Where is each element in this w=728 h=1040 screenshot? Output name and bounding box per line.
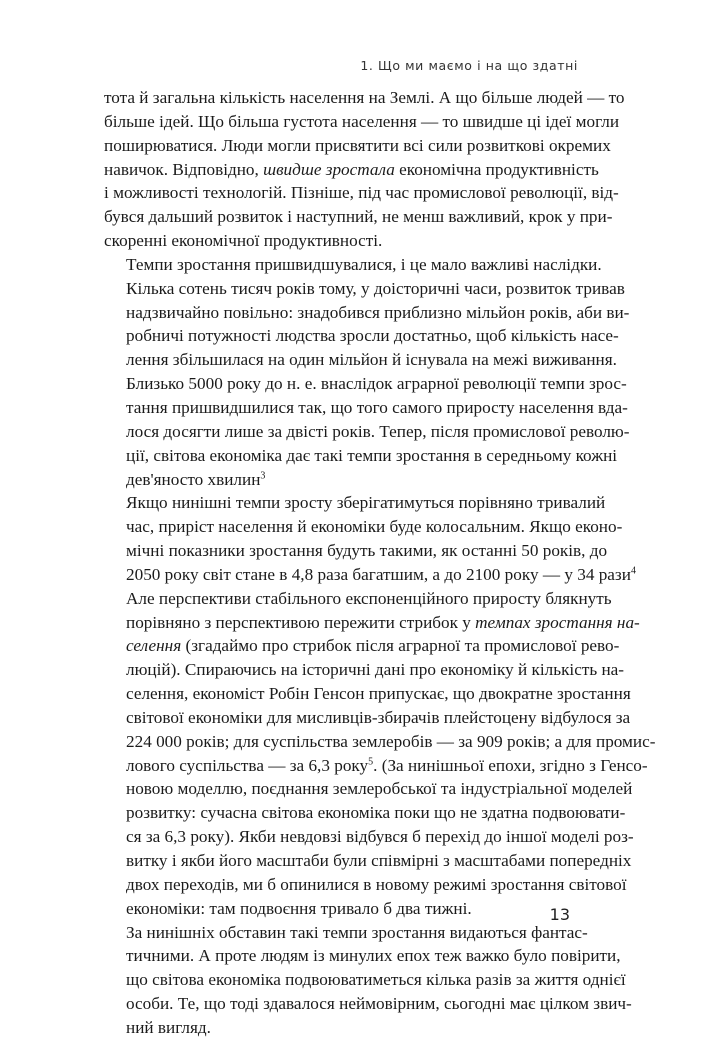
text-line: лося досягти лише за двісті років. Тепер, після промислової револю-: [126, 421, 630, 441]
text-line: Близько 5000 року до н. е. внаслідок аграрної революції темпи зрос-: [126, 374, 627, 394]
text-line: селення, економіст Робін Генсон припускає, що двократне зростання: [126, 684, 631, 704]
text-line: новою моделлю, поєднання землеробської та індустріальної моделей: [126, 779, 633, 799]
paragraph: [104, 921, 632, 1040]
footnote-ref: 4: [630, 565, 636, 577]
page-number: 13: [549, 905, 570, 924]
text-line: ся за 6,3 року). Якби невдовзі відбувся б перехід до іншої моделі роз-: [126, 827, 634, 847]
text-line: 2050 року світ стане в 4,8 раза багатшим, а до 2100 року — у 34 рази$^4$: [126, 564, 636, 584]
running-header: 1. Що ми маємо і на що здатні: [360, 58, 578, 73]
text-line: Кілька сотень тисяч років тому, у доісторичні часи, розвиток тривав: [126, 278, 625, 298]
text-line: скоренні економічної продуктивності.: [104, 231, 383, 251]
paragraph: [104, 86, 625, 253]
paragraph: [104, 253, 630, 491]
paragraph: [104, 587, 656, 921]
text-line: особи. Те, що тоді здавалося неймовірним, сьогодні має цілком звич-: [126, 994, 632, 1014]
text-line: навичок. Відповідно, швидше зростала економічна продуктивність: [104, 159, 599, 179]
text-line: витку і якби його масштаби були співмірні з масштабами попередніх: [126, 851, 632, 870]
text-line: бувся дальший розвиток і наступний, не менш важливий, крок у при-: [104, 207, 613, 227]
text-line: час, приріст населення й економіки буде колосальним. Якщо еконо-: [126, 517, 623, 537]
text-line: селення (згадаймо про стрибок після аграрної та промислової рево-: [126, 636, 620, 656]
text-line: 224 000 років; для суспільства землеробів — за 909 років; а для промис-: [126, 731, 656, 751]
text-line: Якщо нинішні темпи зросту зберігатимуться порівняно тривалий: [126, 493, 606, 513]
text-line: За нинішніх обставин такі темпи зростання видаються фантас-: [126, 922, 588, 942]
text-line: Темпи зростання пришвидшувалися, і це мало важливі наслідки.: [126, 254, 602, 274]
text-line: ний вигляд.: [126, 1017, 211, 1037]
text-line: двох переходів, ми б опинилися в новому режимі зростання світової: [126, 874, 627, 894]
paragraph: [104, 491, 636, 586]
text-line: економіки: там подвоєння тривало б два тижні.: [126, 898, 472, 918]
text-line: робничі потужності людства зросли достатньо, щоб кількість насе-: [126, 326, 619, 346]
body-text: [104, 86, 656, 1040]
text-line: і можливості технологій. Пізніше, під час промислової революції, від-: [104, 183, 619, 203]
text-line: що світова економіка подвоюватиметься кілька разів за життя однієї: [126, 970, 626, 990]
footnote-ref: 3: [260, 469, 266, 481]
text-line: тання пришвидшилися так, що того самого приросту населення вда-: [126, 397, 628, 417]
text-line: надзвичайно повільно: знадобився приблизно мільйон років, аби ви-: [126, 302, 630, 322]
text-line: Але перспективи стабільного експоненційного приросту блякнуть: [126, 588, 612, 608]
text-line: ції, світова економіка дає такі темпи зростання в середньому кожні: [126, 445, 618, 465]
footnote-ref: 5: [368, 755, 374, 767]
text-line: мічні показники зростання будуть такими, як останні 50 років, до: [126, 541, 608, 561]
text-line: лення збільшилася на один мільйон й існувала на межі виживання.: [126, 350, 617, 370]
text-line: лового суспільства — за 6,3 року$^5$. (За нинішньої епохи, згідно з Генсо-: [126, 755, 648, 775]
text-line: дев'яносто хвилин$^3$: [126, 469, 266, 489]
text-line: більше ідей. Що більша густота населення — то швидше ці ідеї могли: [104, 111, 620, 131]
emphasis: швидше зростала: [263, 159, 395, 179]
text-line: поширюватися. Люди могли присвятити всі сили розвиткові окремих: [104, 135, 611, 155]
text-line: тота й загальна кількість населення на Землі. А що більше людей — то: [104, 88, 625, 107]
emphasis: темпах зростання на-: [475, 612, 640, 632]
text-line: порівняно з перспективою пережити стрибок у темпах зростання на-: [126, 612, 640, 632]
text-line: розвитку: сучасна світова економіка поки що не здатна подвоювати-: [126, 803, 626, 823]
text-line: люцій). Спираючись на історичні дані про економіку й кількість на-: [126, 660, 625, 680]
emphasis: селення: [126, 636, 182, 656]
text-line: світової економіки для мисливців-збирачів плейстоцену відбулося за: [126, 707, 631, 727]
text-line: тичними. А проте людям із минулих епох теж важко було повірити,: [126, 946, 621, 966]
